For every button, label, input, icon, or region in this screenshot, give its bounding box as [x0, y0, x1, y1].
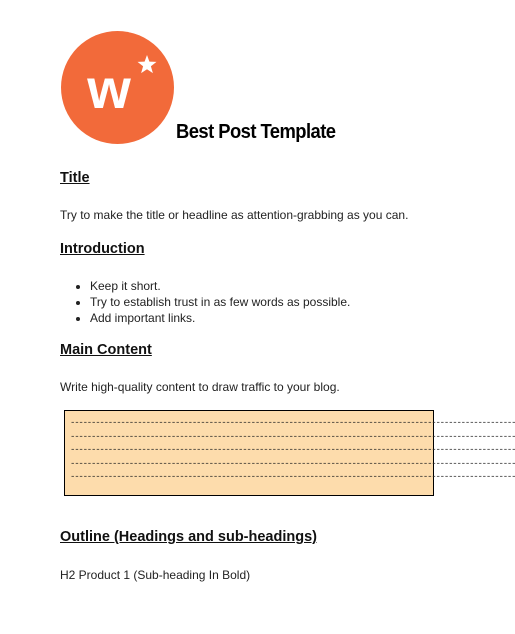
star-icon [138, 55, 157, 73]
section-heading-main-content: Main Content [60, 342, 152, 358]
section-text-outline: H2 Product 1 (Sub-heading In Bold) [60, 568, 251, 582]
list-item: • Add important links. [90, 310, 350, 326]
document-title: Best Post Template [176, 121, 336, 143]
logo-letter: w [87, 57, 131, 120]
section-heading-title: Title [60, 170, 90, 186]
dash-line: ---------------------------------------------------------------------------------------------------------- [70, 472, 515, 482]
dash-line: ---------------------------------------------------------------------------------------------------------- [70, 431, 515, 442]
introduction-bullet-list [60, 278, 350, 326]
dash-line: ---------------------------------------------------------------------------------------------------------- [70, 418, 515, 428]
section-text-main-content: Write high-quality content to draw traffic to your blog. [60, 380, 340, 394]
logo [61, 31, 174, 144]
section-heading-outline: Outline (Headings and sub-headings) [60, 529, 317, 545]
dash-line: ---------------------------------------------------------------------------------------------------------- [70, 445, 515, 455]
list-item: • Keep it short. [90, 278, 350, 294]
section-text-title: Try to make the title or headline as attention-grabbing as you can. [60, 208, 409, 222]
dash-line: ---------------------------------------------------------------------------------------------------------- [70, 458, 515, 469]
logo-mark [61, 31, 174, 144]
section-heading-introduction: Introduction [60, 241, 145, 257]
placeholder-dash-box [64, 410, 515, 496]
list-item: • Try to establish trust in as few words as possible. [90, 294, 350, 310]
